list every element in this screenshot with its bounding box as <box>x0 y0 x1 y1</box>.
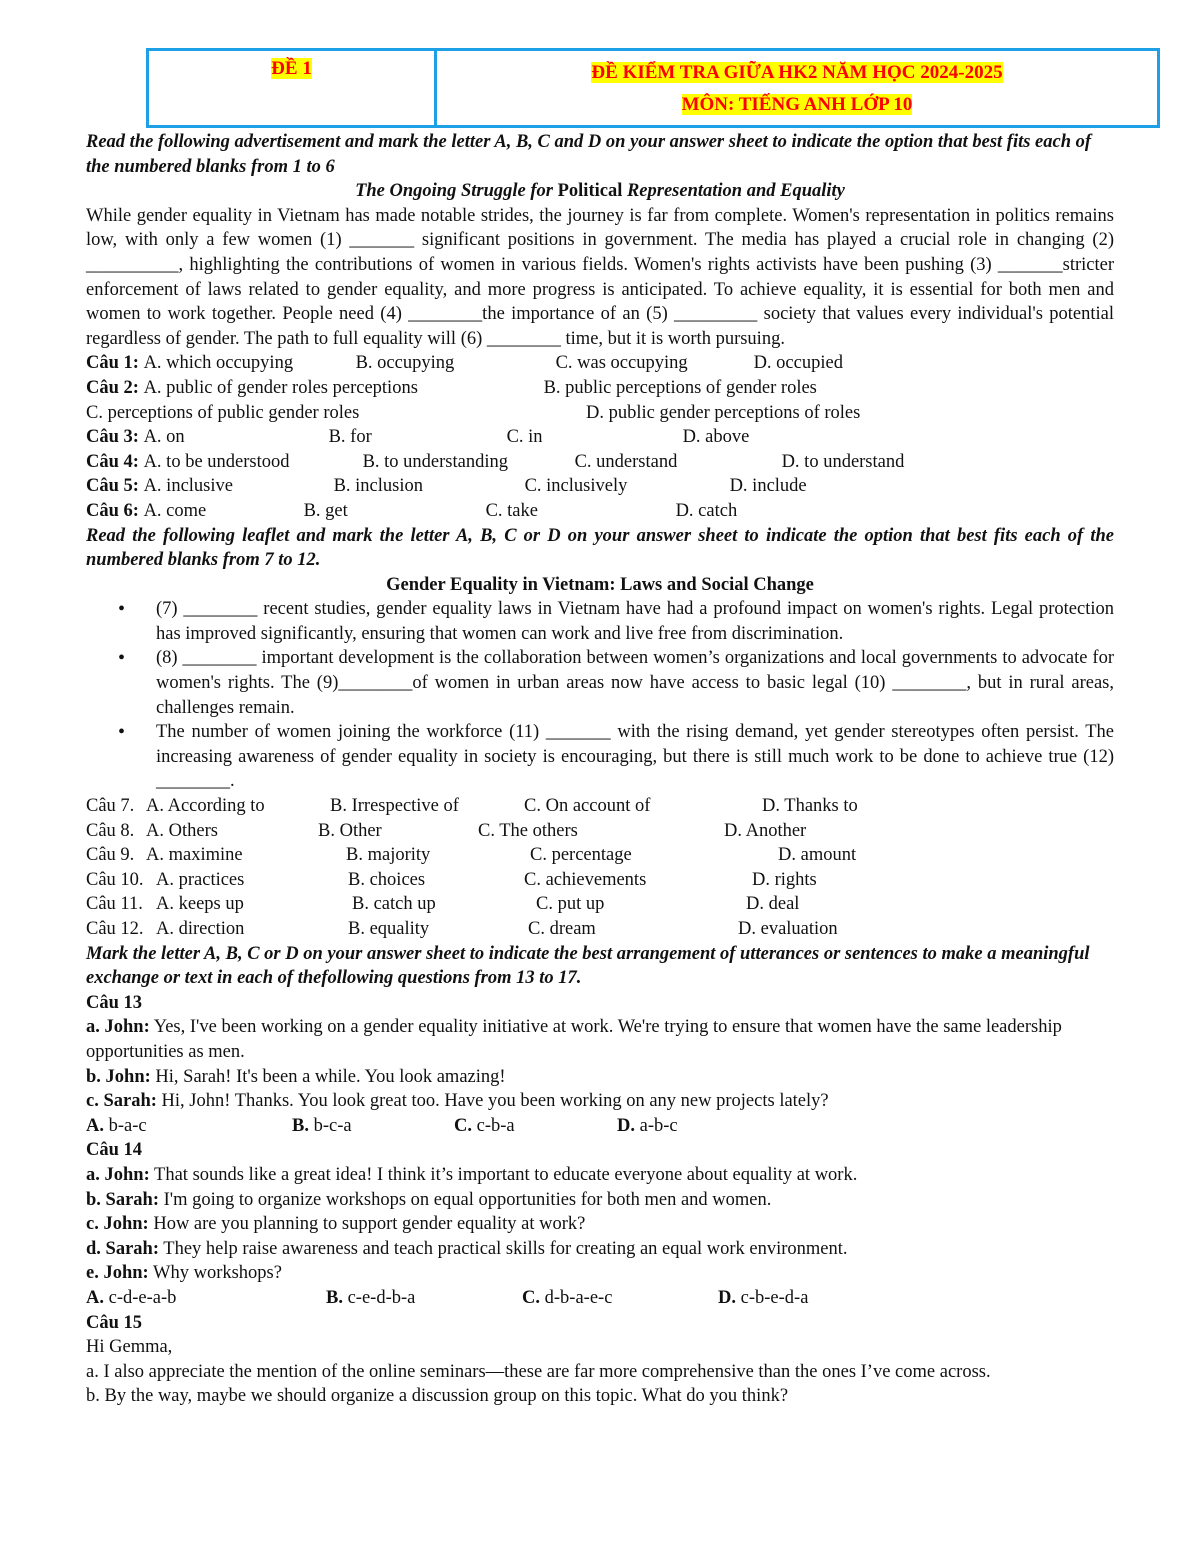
dialogue-line: c. John: How are you planning to support gender equality at work? <box>86 1214 586 1235</box>
list-item: • The number of women joining the workforce (11) _______ with the rising demand, yet gender stereotypes often persist. The increasing awareness of gender equality in society is encouraging, but there is still much work to be done to achieve true (12) ________. <box>156 720 1114 794</box>
header-left-cell <box>149 51 437 125</box>
dialogue-line: a. John: Yes, I've been working on a gender equality initiative at work. We're trying to ensure that women have the same leadership opportunities as men. <box>86 1017 1062 1062</box>
dialogue-line: b. Sarah: I'm going to organize workshops on equal opportunities for both men and women. <box>86 1189 772 1210</box>
dialogue-line: c. Sarah: Hi, John! Thanks. You look great too. Have you been working on any new projects lately? <box>86 1091 829 1112</box>
section2-questions <box>86 794 1114 942</box>
dialogue-line: e. John: Why workshops? <box>86 1263 282 1284</box>
question-row: Câu 2: A. public of gender roles perceptions B. public perceptions of gender roles <box>86 377 817 398</box>
section3-instruction: Mark the letter A, B, C or D on your answer sheet to indicate the best arrangement of utterances or sentences to make a meaningful exchange or text in each of thefollowing questions from 13 to 17. <box>86 943 1090 989</box>
section1-questions <box>86 351 1114 523</box>
letter-greeting: Hi Gemma, <box>86 1337 173 1358</box>
dialogue-line: a. John: That sounds like a great idea! I think it’s important to educate everyone about equality at work. <box>86 1164 858 1185</box>
exam-page <box>86 48 1114 1409</box>
section2-bullets <box>86 597 1114 794</box>
section2-title: Gender Equality in Vietnam: Laws and Social Change <box>386 574 814 595</box>
question-row: Câu 3: A. on B. for C. in D. above <box>86 427 750 448</box>
list-item: • (8) ________ important development is the collaboration between women’s organizations and local governments to advocate for women's rights. The (9)________of women in urban areas now have access to basic legal (10) ________, but in rural areas, challenges remain. <box>156 646 1114 720</box>
question-15-label: Câu 15 <box>86 1312 143 1333</box>
question-row: Câu 6: A. come B. get C. take D. catch <box>86 500 738 521</box>
question-row: Câu 7. A. According to B. Irrespective of C. On account of D. Thanks to <box>86 796 858 817</box>
question-row: Câu 10. A. practices B. choices C. achievements D. rights <box>86 869 817 890</box>
question-row: C. perceptions of public gender roles D. public gender perceptions of roles <box>86 402 861 423</box>
header-table <box>146 48 1160 128</box>
section1-passage: While gender equality in Vietnam has made notable strides, the journey is far from complete. Women's representation in politics remains low, with only a few women (1) _______ significant positions in government. The media has played a crucial role in changing (2) __________, highlighting the contributions of women in various fields. Women's rights activists have been pushing (3) _______stricter enforcement of laws related to gender equality, and more progress is anticipated. To achieve equality, it is essential for both men and women to work together. People need (4) ________the importance of an (5) _________ society that values every individual's potential regardless of gender. The path to full equality will (6) ________ time, but it is worth pursuing. <box>86 205 1114 349</box>
answer-row: A. b-a-c B. b-c-a C. c-b-a D. a-b-c <box>86 1115 678 1136</box>
section2-instruction: Read the following leaflet and mark the letter A, B, C or D on your answer sheet to indicate the option that best fits each of the numbered blanks from 7 to 12. <box>86 525 1114 571</box>
answer-row: A. c-d-e-a-b B. c-e-d-b-a C. d-b-a-e-c D. c-b-e-d-a <box>86 1287 809 1308</box>
section1-title: The Ongoing Struggle for Political Representation and Equality <box>355 181 845 202</box>
header-right-cell <box>437 51 1157 125</box>
question-row: Câu 8. A. Others B. Other C. The others D. Another <box>86 820 807 841</box>
question-row: Câu 1: A. which occupying B. occupying C. was occupying D. occupied <box>86 353 843 374</box>
exam-subject: MÔN: TIẾNG ANH LỚP 10 <box>681 94 913 115</box>
question-row: Câu 4: A. to be understood B. to understanding C. understand D. to understand <box>86 451 905 472</box>
question-row: Câu 11. A. keeps up B. catch up C. put up D. deal <box>86 894 800 915</box>
section1-instruction: Read the following advertisement and mark the letter A, B, C and D on your answer sheet to indicate the option that best fits each of the numbered blanks from 1 to 6 <box>86 132 1092 177</box>
question-14-label: Câu 14 <box>86 1140 143 1161</box>
question-row: Câu 12. A. direction B. equality C. dream D. evaluation <box>86 919 838 939</box>
exam-title: ĐỀ KIỂM TRA GIỮA HK2 NĂM HỌC 2024-2025 <box>591 62 1003 83</box>
list-item: • (7) ________ recent studies, gender equality laws in Vietnam have had a profound impact on women's rights. Legal protection has improved significantly, ensuring that women can work and live free from discrimination. <box>156 597 1114 646</box>
letter-line: b. By the way, maybe we should organize a discussion group on this topic. What do you think? <box>86 1386 789 1407</box>
exam-code: ĐỀ 1 <box>271 58 312 79</box>
letter-line: a. I also appreciate the mention of the online seminars—these are far more comprehensive than the ones I’ve come across. <box>86 1361 991 1382</box>
question-row: Câu 9. A. maximine B. majority C. percentage D. amount <box>86 845 857 866</box>
dialogue-line: b. John: Hi, Sarah! It's been a while. You look amazing! <box>86 1066 506 1087</box>
question-13-label: Câu 13 <box>86 992 143 1013</box>
question-row: Câu 5: A. inclusive B. inclusion C. inclusively D. include <box>86 476 807 497</box>
dialogue-line: d. Sarah: They help raise awareness and teach practical skills for creating an equal work environment. <box>86 1238 848 1259</box>
